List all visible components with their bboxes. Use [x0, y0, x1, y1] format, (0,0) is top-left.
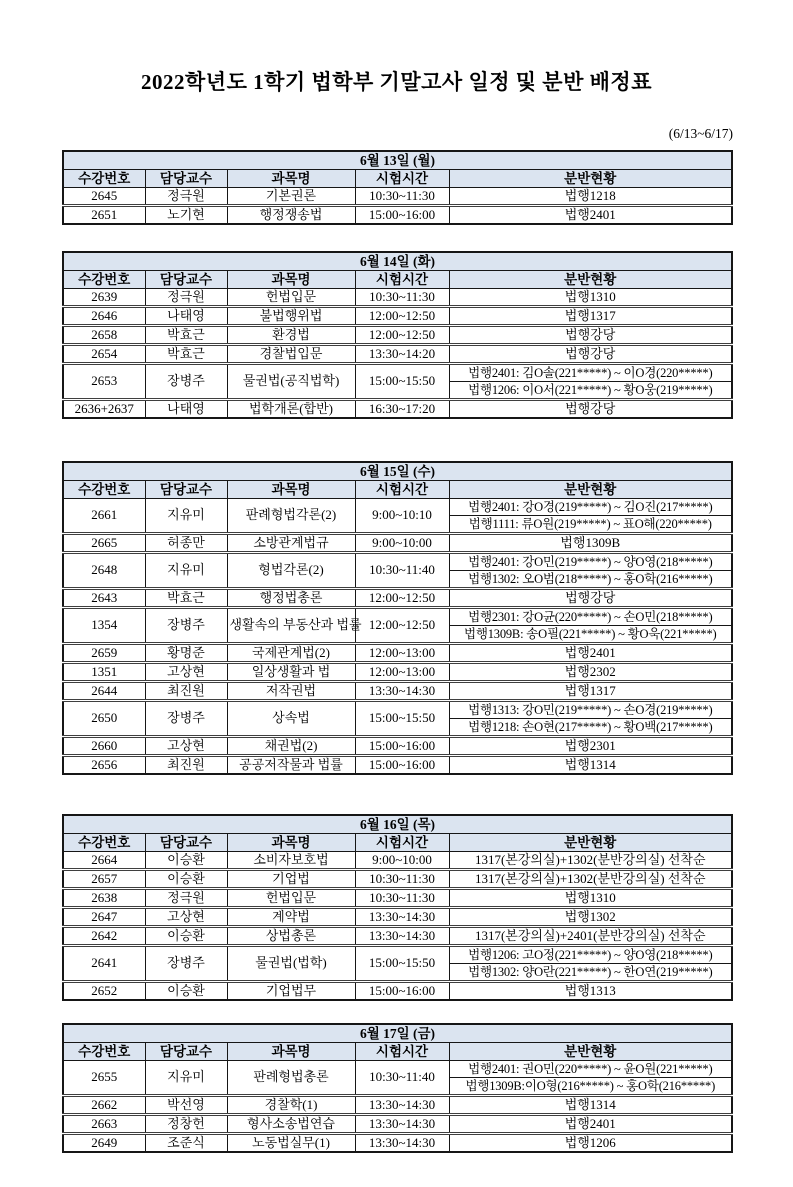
cell-exam-time: 9:00~10:10	[355, 499, 449, 534]
cell-exam-time: 13:30~14:30	[355, 908, 449, 927]
table-row	[63, 608, 732, 626]
column-header: 시험시간	[355, 170, 449, 188]
table-row	[63, 499, 732, 516]
cell-subject: 헌법입문	[227, 889, 355, 908]
cell-room-assignment: 법행1310	[449, 289, 732, 307]
cell-exam-time: 10:30~11:30	[355, 889, 449, 908]
cell-professor: 지유미	[145, 1061, 227, 1096]
cell-subject: 헌법입문	[227, 289, 355, 307]
cell-subject: 행정쟁송법	[227, 206, 355, 225]
table-date-row	[63, 462, 732, 481]
cell-course-code: 1351	[63, 663, 145, 682]
cell-room-assignment: 법행1111: 류O원(219*****) ~ 표O해(220*****)	[449, 516, 732, 534]
exam-day-table	[62, 150, 733, 225]
cell-exam-time: 12:00~12:50	[355, 608, 449, 644]
table-row	[63, 326, 732, 345]
cell-course-code: 2636+2637	[63, 400, 145, 419]
cell-professor: 노기현	[145, 206, 227, 225]
table-row	[63, 400, 732, 419]
cell-exam-time: 15:00~15:50	[355, 701, 449, 737]
column-header-row	[63, 834, 732, 852]
cell-exam-time: 13:30~14:30	[355, 1134, 449, 1153]
cell-professor: 이승환	[145, 870, 227, 889]
cell-course-code: 2656	[63, 756, 145, 775]
column-header: 과목명	[227, 170, 355, 188]
cell-course-code: 2658	[63, 326, 145, 345]
cell-room-assignment: 법행2301	[449, 737, 732, 756]
table-row	[63, 644, 732, 663]
cell-room-assignment: 법행1310	[449, 889, 732, 908]
column-header: 수강번호	[63, 271, 145, 289]
cell-exam-time: 10:30~11:30	[355, 188, 449, 206]
cell-room-assignment: 법행1309B: 송O필(221*****) ~ 황O욱(221*****)	[449, 626, 732, 644]
cell-professor: 정극원	[145, 188, 227, 206]
cell-subject: 법학개론(합반)	[227, 400, 355, 419]
table-row	[63, 946, 732, 964]
cell-exam-time: 9:00~10:00	[355, 534, 449, 553]
cell-professor: 정창헌	[145, 1115, 227, 1134]
cell-room-assignment: 법행강당	[449, 345, 732, 364]
cell-room-assignment: 법행1206: 이O서(221*****) ~ 황O웅(219*****)	[449, 382, 732, 400]
cell-subject: 저작권법	[227, 682, 355, 701]
cell-professor: 고상현	[145, 908, 227, 927]
cell-exam-time: 9:00~10:00	[355, 852, 449, 870]
cell-room-assignment: 법행1317	[449, 682, 732, 701]
column-header: 시험시간	[355, 1043, 449, 1061]
table-date-header: 6월 17일 (금)	[63, 1024, 732, 1043]
cell-room-assignment: 법행1218	[449, 188, 732, 206]
table-date-header: 6월 14일 (화)	[63, 252, 732, 271]
cell-room-assignment: 법행1302	[449, 908, 732, 927]
cell-professor: 박선영	[145, 1096, 227, 1115]
cell-professor: 최진원	[145, 756, 227, 775]
cell-course-code: 2642	[63, 927, 145, 946]
column-header: 분반현황	[449, 170, 732, 188]
cell-exam-time: 13:30~14:20	[355, 345, 449, 364]
cell-subject: 공공저작물과 법률	[227, 756, 355, 775]
cell-exam-time: 15:00~15:50	[355, 946, 449, 982]
table-row	[63, 927, 732, 946]
exam-day-table	[62, 1023, 733, 1153]
table-row	[63, 534, 732, 553]
cell-room-assignment: 법행강당	[449, 400, 732, 419]
cell-exam-time: 10:30~11:40	[355, 1061, 449, 1096]
table-row	[63, 870, 732, 889]
cell-exam-time: 10:30~11:30	[355, 870, 449, 889]
cell-room-assignment: 법행1302: 오O범(218*****) ~ 홍O학(216*****)	[449, 571, 732, 589]
cell-professor: 황명준	[145, 644, 227, 663]
cell-room-assignment: 법행2401	[449, 206, 732, 225]
cell-professor: 고상현	[145, 737, 227, 756]
cell-room-assignment: 1317(본강의실)+1302(분반강의실) 선착순	[449, 852, 732, 870]
cell-professor: 박효근	[145, 589, 227, 608]
column-header-row	[63, 170, 732, 188]
cell-professor: 장병주	[145, 364, 227, 400]
cell-subject: 소비자보호법	[227, 852, 355, 870]
cell-course-code: 2649	[63, 1134, 145, 1153]
cell-course-code: 2648	[63, 553, 145, 589]
cell-course-code: 2650	[63, 701, 145, 737]
exam-day-table	[62, 814, 733, 1001]
cell-room-assignment: 법행2401	[449, 644, 732, 663]
table-row	[63, 188, 732, 206]
table-date-header: 6월 13일 (월)	[63, 151, 732, 170]
cell-professor: 장병주	[145, 946, 227, 982]
cell-professor: 이승환	[145, 852, 227, 870]
cell-exam-time: 15:00~16:00	[355, 756, 449, 775]
table-row	[63, 289, 732, 307]
cell-subject: 소방관계법규	[227, 534, 355, 553]
cell-room-assignment: 법행2401: 강O경(219*****) ~ 김O진(217*****)	[449, 499, 732, 516]
table-date-header: 6월 15일 (수)	[63, 462, 732, 481]
column-header: 수강번호	[63, 834, 145, 852]
column-header: 과목명	[227, 481, 355, 499]
column-header: 과목명	[227, 271, 355, 289]
cell-exam-time: 10:30~11:30	[355, 289, 449, 307]
cell-professor: 정극원	[145, 289, 227, 307]
cell-course-code: 2660	[63, 737, 145, 756]
table-row	[63, 1061, 732, 1078]
cell-course-code: 2641	[63, 946, 145, 982]
cell-course-code: 2651	[63, 206, 145, 225]
cell-room-assignment: 법행1309B:이O형(216*****) ~ 홍O학(216*****)	[449, 1078, 732, 1096]
cell-exam-time: 12:00~12:50	[355, 307, 449, 326]
cell-subject: 생활속의 부동산과 법률	[227, 608, 355, 644]
column-header: 시험시간	[355, 834, 449, 852]
cell-subject: 불법행위법	[227, 307, 355, 326]
cell-subject: 형법각론(2)	[227, 553, 355, 589]
cell-exam-time: 12:00~13:00	[355, 644, 449, 663]
cell-room-assignment: 1317(본강의실)+2401(분반강의실) 선착순	[449, 927, 732, 946]
cell-room-assignment: 법행1314	[449, 1096, 732, 1115]
column-header: 담당교수	[145, 1043, 227, 1061]
exam-day-table	[62, 461, 733, 775]
cell-subject: 기본권론	[227, 188, 355, 206]
cell-professor: 정극원	[145, 889, 227, 908]
cell-room-assignment: 법행1317	[449, 307, 732, 326]
column-header: 분반현황	[449, 481, 732, 499]
column-header: 분반현황	[449, 271, 732, 289]
cell-exam-time: 13:30~14:30	[355, 682, 449, 701]
cell-room-assignment: 법행1309B	[449, 534, 732, 553]
column-header: 과목명	[227, 834, 355, 852]
cell-course-code: 2664	[63, 852, 145, 870]
table-row	[63, 737, 732, 756]
column-header: 담당교수	[145, 271, 227, 289]
cell-course-code: 2644	[63, 682, 145, 701]
table-row	[63, 1115, 732, 1134]
table-date-row	[63, 151, 732, 170]
cell-room-assignment: 법행1206	[449, 1134, 732, 1153]
cell-professor: 지유미	[145, 499, 227, 534]
cell-room-assignment: 법행1314	[449, 756, 732, 775]
cell-subject: 기업법	[227, 870, 355, 889]
table-row	[63, 889, 732, 908]
cell-room-assignment: 법행1313	[449, 982, 732, 1001]
cell-subject: 물권법(공직법학)	[227, 364, 355, 400]
cell-course-code: 2638	[63, 889, 145, 908]
exam-day-table	[62, 251, 733, 419]
cell-subject: 물권법(법학)	[227, 946, 355, 982]
cell-subject: 형사소송법연습	[227, 1115, 355, 1134]
cell-professor: 나태영	[145, 307, 227, 326]
table-row	[63, 589, 732, 608]
cell-exam-time: 12:00~13:00	[355, 663, 449, 682]
cell-course-code: 2665	[63, 534, 145, 553]
cell-exam-time: 15:00~16:00	[355, 982, 449, 1001]
cell-room-assignment: 법행1206: 고O정(221*****) ~ 양O영(218*****)	[449, 946, 732, 964]
table-row	[63, 345, 732, 364]
column-header-row	[63, 1043, 732, 1061]
cell-room-assignment: 법행2401: 김O솔(221*****) ~ 이O경(220*****)	[449, 364, 732, 382]
cell-room-assignment: 법행1302: 양O란(221*****) ~ 한O연(219*****)	[449, 964, 732, 982]
column-header: 담당교수	[145, 834, 227, 852]
schedule-tables	[0, 150, 793, 1153]
cell-subject: 국제관계법(2)	[227, 644, 355, 663]
cell-subject: 경찰학(1)	[227, 1096, 355, 1115]
cell-exam-time: 15:00~16:00	[355, 737, 449, 756]
cell-course-code: 2643	[63, 589, 145, 608]
column-header-row	[63, 481, 732, 499]
cell-professor: 조준식	[145, 1134, 227, 1153]
cell-professor: 장병주	[145, 701, 227, 737]
table-row	[63, 1096, 732, 1115]
cell-exam-time: 15:00~16:00	[355, 206, 449, 225]
cell-professor: 나태영	[145, 400, 227, 419]
table-row	[63, 1134, 732, 1153]
cell-exam-time: 12:00~12:50	[355, 326, 449, 345]
cell-subject: 노동법실무(1)	[227, 1134, 355, 1153]
cell-course-code: 2657	[63, 870, 145, 889]
column-header: 수강번호	[63, 170, 145, 188]
column-header: 시험시간	[355, 481, 449, 499]
table-row	[63, 307, 732, 326]
cell-room-assignment: 법행2301: 강O균(220*****) ~ 손O민(218*****)	[449, 608, 732, 626]
cell-exam-time: 15:00~15:50	[355, 364, 449, 400]
cell-professor: 최진원	[145, 682, 227, 701]
cell-room-assignment: 법행강당	[449, 589, 732, 608]
cell-course-code: 2661	[63, 499, 145, 534]
cell-subject: 상속법	[227, 701, 355, 737]
cell-exam-time: 13:30~14:30	[355, 1096, 449, 1115]
cell-professor: 이승환	[145, 982, 227, 1001]
document-page	[0, 66, 793, 1187]
cell-room-assignment: 법행2401: 권O민(220*****) ~ 윤O원(221*****)	[449, 1061, 732, 1078]
column-header: 과목명	[227, 1043, 355, 1061]
cell-subject: 환경법	[227, 326, 355, 345]
table-row	[63, 364, 732, 382]
table-row	[63, 682, 732, 701]
column-header-row	[63, 271, 732, 289]
cell-professor: 박효근	[145, 345, 227, 364]
table-row	[63, 206, 732, 225]
column-header: 분반현황	[449, 834, 732, 852]
cell-course-code: 2663	[63, 1115, 145, 1134]
table-row	[63, 908, 732, 927]
table-row	[63, 982, 732, 1001]
cell-exam-time: 16:30~17:20	[355, 400, 449, 419]
cell-course-code: 2662	[63, 1096, 145, 1115]
cell-exam-time: 12:00~12:50	[355, 589, 449, 608]
cell-subject: 행정법총론	[227, 589, 355, 608]
cell-course-code: 2659	[63, 644, 145, 663]
cell-course-code: 2645	[63, 188, 145, 206]
cell-exam-time: 13:30~14:30	[355, 1115, 449, 1134]
cell-professor: 고상현	[145, 663, 227, 682]
column-header: 담당교수	[145, 170, 227, 188]
cell-course-code: 2655	[63, 1061, 145, 1096]
page-title: 2022학년도 1학기 법학부 기말고사 일정 및 분반 배정표	[141, 70, 652, 94]
cell-subject: 기업법무	[227, 982, 355, 1001]
table-row	[63, 663, 732, 682]
cell-course-code: 2646	[63, 307, 145, 326]
cell-room-assignment: 법행2302	[449, 663, 732, 682]
table-row	[63, 701, 732, 719]
column-header: 시험시간	[355, 271, 449, 289]
table-row	[63, 553, 732, 571]
cell-course-code: 1354	[63, 608, 145, 644]
cell-exam-time: 13:30~14:30	[355, 927, 449, 946]
cell-course-code: 2652	[63, 982, 145, 1001]
cell-course-code: 2647	[63, 908, 145, 927]
cell-subject: 판례형법각론(2)	[227, 499, 355, 534]
table-date-row	[63, 815, 732, 834]
cell-professor: 허종만	[145, 534, 227, 553]
column-header: 수강번호	[63, 481, 145, 499]
cell-exam-time: 10:30~11:40	[355, 553, 449, 589]
cell-subject: 판례형법총론	[227, 1061, 355, 1096]
cell-subject: 계약법	[227, 908, 355, 927]
cell-subject: 상법총론	[227, 927, 355, 946]
table-date-row	[63, 252, 732, 271]
cell-course-code: 2654	[63, 345, 145, 364]
table-date-row	[63, 1024, 732, 1043]
cell-subject: 채권법(2)	[227, 737, 355, 756]
column-header: 담당교수	[145, 481, 227, 499]
table-row	[63, 852, 732, 870]
cell-course-code: 2639	[63, 289, 145, 307]
cell-course-code: 2653	[63, 364, 145, 400]
column-header: 수강번호	[63, 1043, 145, 1061]
date-range: (6/13~6/17)	[668, 126, 733, 141]
table-date-header: 6월 16일 (목)	[63, 815, 732, 834]
cell-subject: 경찰법입문	[227, 345, 355, 364]
table-row	[63, 756, 732, 775]
cell-professor: 이승환	[145, 927, 227, 946]
cell-room-assignment: 법행1218: 손O현(217*****) ~ 황O백(217*****)	[449, 719, 732, 737]
cell-professor: 박효근	[145, 326, 227, 345]
cell-room-assignment: 법행강당	[449, 326, 732, 345]
cell-room-assignment: 법행2401	[449, 1115, 732, 1134]
cell-subject: 일상생활과 법	[227, 663, 355, 682]
cell-room-assignment: 1317(본강의실)+1302(분반강의실) 선착순	[449, 870, 732, 889]
column-header: 분반현황	[449, 1043, 732, 1061]
cell-room-assignment: 법행1313: 강O민(219*****) ~ 손O경(219*****)	[449, 701, 732, 719]
cell-room-assignment: 법행2401: 강O민(219*****) ~ 양O영(218*****)	[449, 553, 732, 571]
cell-professor: 지유미	[145, 553, 227, 589]
cell-professor: 장병주	[145, 608, 227, 644]
